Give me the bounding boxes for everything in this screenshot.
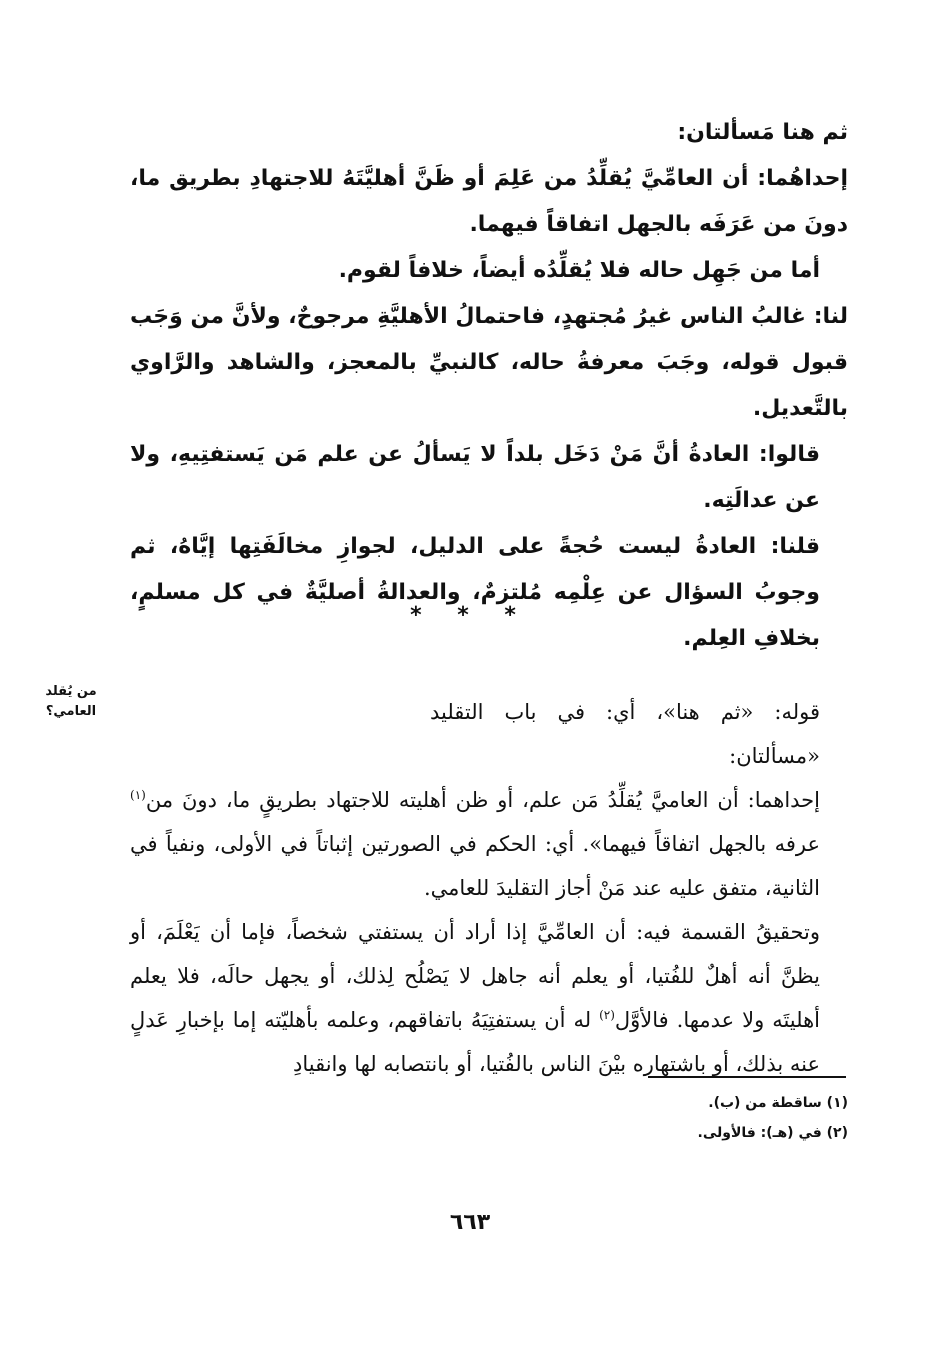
section-separator: * * * (410, 603, 530, 628)
footnote-2: (٢) في (هـ): فالأولى. (697, 1125, 848, 1141)
commentary-paragraph-2-part-a: وتحقيقُ القسمة فيه: أن العامِّيَّ إذا أراد أن يستفتي شخصاً، فإما أن يَعْلَمَ، أو يظنَّ أنه أهلٌ للفُتيا، أو يعلم أنه جاهل لا يَصْلُح لِذلك، أو يجهل حالَه، فلا يعلم أهليتَه ولا عدمها. فالأوَّل (130, 920, 820, 1032)
main-text-intro: ثم هنا مَسألتان: (677, 120, 848, 145)
page-number: ٦٦٣ (449, 1210, 491, 1235)
main-text-paragraph-1: إحداهُما: أن العامِّيَّ يُقلِّدُ من عَلِمَ أو ظَنَّ أهليَّتَهُ للاجتهادِ بطريق ما، دونَ من عَرَفَه بالجهل اتفاقاً فيهما. (130, 166, 848, 237)
main-text-paragraph-3: لنا: غالبُ الناس غيرُ مُجتهدٍ، فاحتمالُ الأهليَّةِ مرجوحٌ، ولأنَّ من وَجَب قبول قوله، وجَبَ معرفةُ حاله، كالنبيِّ بالمعجز، والشاهد والرَّاوي بالتَّعديل. (130, 304, 848, 421)
commentary-paragraph-2 (130, 910, 848, 1086)
main-text-paragraph-2: أما من جَهِل حاله فلا يُقلِّدُه أيضاً، خلافاً لقوم. (338, 258, 820, 283)
commentary-text (130, 690, 848, 1086)
main-text (130, 110, 848, 662)
footnote-divider (648, 1076, 846, 1078)
footnote-marker-1: (١) (130, 788, 146, 802)
commentary-paragraph-1 (130, 778, 848, 910)
footnotes (400, 1088, 848, 1148)
main-text-paragraph-4: قالوا: العادةُ أنَّ مَنْ دَخَل بلداً لا يَسألُ عن علم مَن يَستفتِيهِ، ولا عن عدالَتِه. (130, 442, 820, 513)
footnote-marker-2: (٢) (599, 1008, 615, 1022)
commentary-paragraph-1-part-a: إحداهما: أن العاميَّ يُقلِّدُ مَن علم، أو ظن أهليته للاجتهاد بطريقٍ ما، دونَ من (145, 788, 820, 812)
main-text-paragraph-5: قلنا: العادةُ ليست حُجةً على الدليل، لجوازِ مخالَفَتِها إيَّاهُ، ثم وجوبُ السؤال عن عِلْمِه مُلتزمٌ، والعدالةُ أصليَّةٌ في كل مسلمٍ، بخلافِ العِلم. (130, 534, 820, 651)
margin-note: من يُقلد العامي؟ (45, 684, 97, 719)
commentary-paragraph-1-part-b: عرفه بالجهل اتفاقاً فيهما». أي: الحكم في الصورتين إثباتاً في الأولى، ونفياً في الثانية، متفق عليه عند مَنْ أجاز التقليدَ للعامي. (130, 832, 820, 900)
commentary-line-1: قوله: «ثم هنا»، أي: في باب التقليد «مسألتان: (430, 700, 820, 768)
commentary-paragraph-2-part-b: له أن يستفتِيَهُ باتفاقهم، وعلمه بأهليّته إما بإخبارِ عَدلٍ عنه بذلك، أو باشتهاره بيْنَ الناس بالفُتيا، أو بانتصابه لها وانقيادِ (130, 1008, 820, 1076)
footnote-1: (١) ساقطة من (ب). (708, 1095, 848, 1111)
